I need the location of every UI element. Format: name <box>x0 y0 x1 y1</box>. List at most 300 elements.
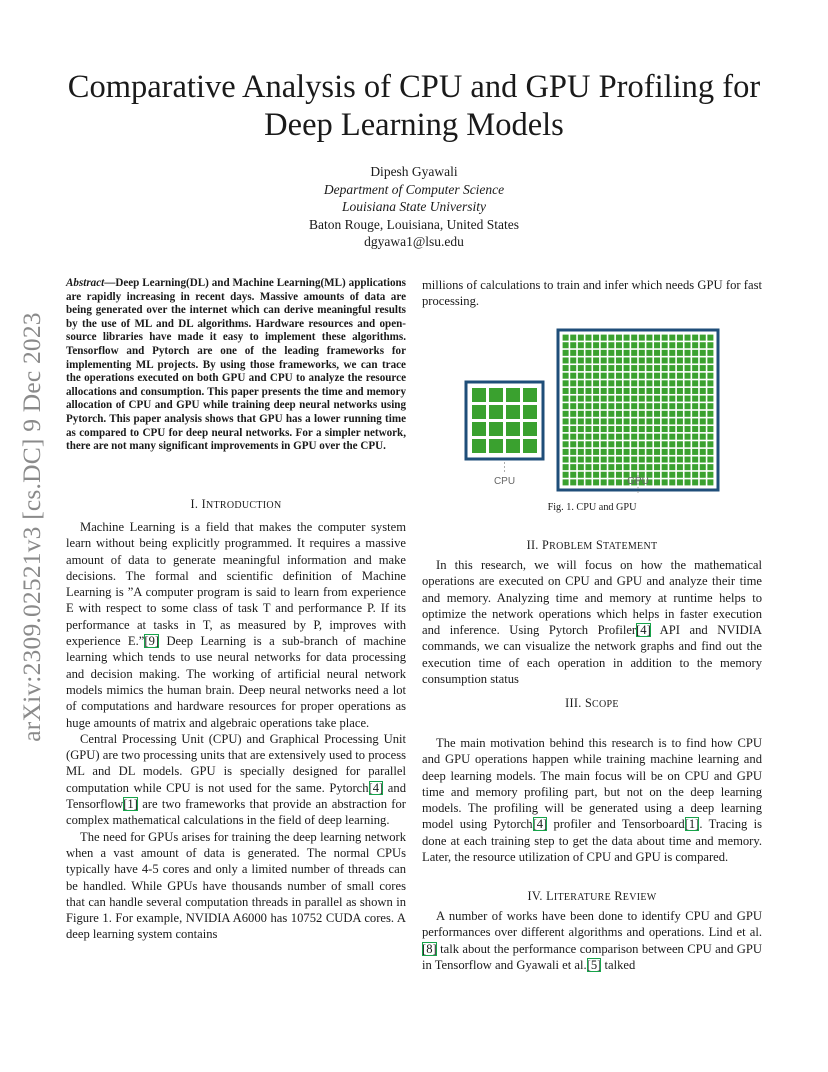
gpu-grid-core <box>624 342 630 348</box>
gpu-grid-core <box>662 357 668 363</box>
gpu-grid-core <box>646 380 652 386</box>
gpu-grid-core <box>624 434 630 440</box>
gpu-grid-core <box>616 434 622 440</box>
gpu-grid-core <box>608 411 614 417</box>
gpu-grid-core <box>608 342 614 348</box>
gpu-grid-core <box>662 380 668 386</box>
gpu-grid-core <box>578 411 584 417</box>
gpu-grid-core <box>593 335 599 341</box>
gpu-grid-core <box>646 426 652 432</box>
gpu-grid-core <box>578 388 584 394</box>
gpu-grid-core <box>593 365 599 371</box>
gpu-grid-core <box>601 365 607 371</box>
gpu-grid-core <box>593 373 599 379</box>
gpu-grid-core <box>631 411 637 417</box>
gpu-grid-core <box>662 449 668 455</box>
gpu-grid-core <box>669 342 675 348</box>
problem-heading: II. PROBLEM STATEMENT <box>526 538 658 552</box>
gpu-grid-core <box>677 350 683 356</box>
gpu-grid-core <box>692 373 698 379</box>
gpu-grid-core <box>624 357 630 363</box>
gpu-grid-core <box>631 396 637 402</box>
gpu-grid-core <box>578 365 584 371</box>
gpu-grid-core <box>707 457 713 463</box>
gpu-grid-core <box>631 434 637 440</box>
gpu-grid-core <box>563 464 569 470</box>
abstract <box>66 277 406 454</box>
gpu-grid-core <box>685 472 691 478</box>
gpu-grid-core <box>654 365 660 371</box>
lit-body <box>422 908 762 973</box>
gpu-grid-core <box>700 373 706 379</box>
gpu-grid-core <box>654 403 660 409</box>
intro-paragraph-2: Central Processing Unit (CPU) and Graphical Processing Unit (GPU) are two processing units that are extensively used to process ML and DL models. GPU is specially designed for parallel computation while CPU is not used for the same. Pytorch[4] and Tensorflow[1] are two frameworks that provide an abstraction for complex mathematical calculations in the field of deep learning. <box>66 731 406 828</box>
gpu-grid-core <box>677 464 683 470</box>
gpu-grid-core <box>624 449 630 455</box>
gpu-grid-core <box>646 457 652 463</box>
citation-link[interactable]: [4] <box>368 780 384 795</box>
citation-link[interactable]: [4] <box>532 817 548 832</box>
gpu-grid-core <box>639 380 645 386</box>
gpu-grid-core <box>707 472 713 478</box>
gpu-grid-core <box>677 403 683 409</box>
gpu-grid-core <box>707 434 713 440</box>
gpu-grid-core <box>662 457 668 463</box>
gpu-grid-core <box>677 365 683 371</box>
gpu-grid-core <box>593 357 599 363</box>
cpu-grid-core <box>506 388 520 402</box>
gpu-grid-core <box>608 388 614 394</box>
gpu-grid-core <box>662 396 668 402</box>
gpu-grid-core <box>707 418 713 424</box>
gpu-grid-core <box>669 403 675 409</box>
gpu-grid-core <box>593 403 599 409</box>
gpu-grid-core <box>585 418 591 424</box>
gpu-grid-core <box>685 457 691 463</box>
gpu-grid-core <box>669 357 675 363</box>
gpu-grid-core <box>616 388 622 394</box>
gpu-grid-core <box>700 418 706 424</box>
intro-continuation: millions of calculations to train and infer which needs GPU for fast processing. <box>422 278 762 309</box>
gpu-grid-core <box>692 449 698 455</box>
cpu-grid-core <box>523 439 537 453</box>
gpu-grid-core <box>654 472 660 478</box>
gpu-grid-core <box>585 342 591 348</box>
gpu-grid-core <box>692 434 698 440</box>
gpu-grid-core <box>669 396 675 402</box>
gpu-grid-core <box>585 472 591 478</box>
gpu-grid-core <box>608 479 614 485</box>
gpu-grid-core <box>677 418 683 424</box>
gpu-grid-core <box>608 380 614 386</box>
gpu-grid-core <box>563 342 569 348</box>
author-location: Baton Rouge, Louisiana, United States <box>309 216 519 232</box>
gpu-grid-core <box>631 464 637 470</box>
gpu-grid-core <box>707 441 713 447</box>
gpu-grid-core <box>570 396 576 402</box>
gpu-grid-core <box>631 457 637 463</box>
gpu-grid-core <box>593 426 599 432</box>
author-university: Louisiana State University <box>342 199 486 214</box>
gpu-grid-core <box>685 365 691 371</box>
gpu-grid-core <box>639 350 645 356</box>
citation-link[interactable]: [1] <box>684 817 700 832</box>
gpu-grid-core <box>563 411 569 417</box>
gpu-grid-core <box>677 380 683 386</box>
gpu-grid-core <box>685 426 691 432</box>
gpu-grid-core <box>616 418 622 424</box>
gpu-grid-core <box>624 418 630 424</box>
gpu-grid-core <box>608 418 614 424</box>
gpu-grid-core <box>616 472 622 478</box>
gpu-grid-core <box>700 479 706 485</box>
gpu-grid-core <box>639 411 645 417</box>
gpu-grid-core <box>624 335 630 341</box>
gpu-grid-core <box>700 464 706 470</box>
gpu-grid-core <box>639 396 645 402</box>
gpu-grid-core <box>631 418 637 424</box>
gpu-grid-core <box>639 418 645 424</box>
gpu-grid-core <box>593 411 599 417</box>
intro-first: I <box>201 497 206 511</box>
gpu-grid-core <box>639 388 645 394</box>
gpu-grid-core <box>593 479 599 485</box>
gpu-grid-core <box>593 396 599 402</box>
gpu-grid-core <box>616 411 622 417</box>
gpu-grid-core <box>593 350 599 356</box>
author-email: dgyawa1@lsu.edu <box>364 234 464 249</box>
intro-paragraph-3: The need for GPUs arises for training the deep learning network when a vast amount of data is generated. The normal CPUs typically have 4-5 cores and only a limited number of threads can be handled. While GPUs have thousands number of small cores that can handle several computation threads in parallel as shown in Figure 1. For example, NVIDIA A6000 has 10752 CUDA cores. A deep learning system contains <box>66 829 406 942</box>
gpu-grid-core <box>669 350 675 356</box>
gpu-grid-core <box>700 380 706 386</box>
gpu-grid-core <box>685 449 691 455</box>
gpu-grid-core <box>585 396 591 402</box>
gpu-grid-core <box>639 464 645 470</box>
gpu-grid-core <box>662 411 668 417</box>
gpu-grid-core <box>631 365 637 371</box>
intro-paragraph-1: Machine Learning is a field that makes the computer system learn without being explicitly programmed. It requires a massive amount of data to generate meaningful information and make decisions. The formal and scientific definition of Machine Learning is ”A computer program is said to learn from experience E with respect to some class of task T and performance P. If its performance at tasks in T, as measured by P, improves with experience E.”[9] Deep Learning is a sub-branch of machine learning which tends to use neural networks for data processing and decision making. The working of artificial neural network models mimics the human brain. Deep neural networks need a lot of computations and hardware resources for proper operations as huge amounts of matrix and algebraic operations take place. <box>66 520 406 730</box>
cpu-grid-core <box>489 422 503 436</box>
citation-link[interactable]: [9] <box>144 634 160 649</box>
gpu-grid-core <box>700 457 706 463</box>
gpu-grid-core <box>692 335 698 341</box>
gpu-grid-core <box>654 457 660 463</box>
gpu-grid-core <box>601 464 607 470</box>
gpu-grid-core <box>639 449 645 455</box>
gpu-grid-core <box>662 403 668 409</box>
gpu-grid-core <box>631 335 637 341</box>
gpu-grid-core <box>578 426 584 432</box>
cpu-grid-core <box>489 388 503 402</box>
gpu-grid-core <box>639 441 645 447</box>
gpu-grid-core <box>677 457 683 463</box>
gpu-grid-core <box>707 411 713 417</box>
gpu-grid-core <box>669 380 675 386</box>
gpu-grid-core <box>692 472 698 478</box>
gpu-grid-core <box>585 357 591 363</box>
gpu-grid-core <box>578 396 584 402</box>
gpu-grid-core <box>700 472 706 478</box>
gpu-grid-core <box>563 457 569 463</box>
gpu-grid-core <box>616 350 622 356</box>
gpu-grid-core <box>608 350 614 356</box>
gpu-grid-core <box>662 373 668 379</box>
gpu-grid-core <box>616 441 622 447</box>
gpu-grid-core <box>646 403 652 409</box>
gpu-grid-core <box>563 388 569 394</box>
gpu-grid-core <box>669 457 675 463</box>
gpu-grid-core <box>646 350 652 356</box>
gpu-grid-core <box>601 472 607 478</box>
gpu-grid-core <box>631 350 637 356</box>
gpu-grid-core <box>570 373 576 379</box>
gpu-grid-core <box>563 380 569 386</box>
gpu-grid-core <box>570 365 576 371</box>
gpu-grid-core <box>700 403 706 409</box>
gpu-grid-core <box>707 403 713 409</box>
gpu-grid-core <box>669 472 675 478</box>
gpu-grid-core <box>677 441 683 447</box>
gpu-grid-core <box>700 434 706 440</box>
gpu-grid-core <box>563 472 569 478</box>
gpu-grid-core <box>685 464 691 470</box>
cpu-grid-core <box>489 405 503 419</box>
gpu-grid-core <box>570 350 576 356</box>
gpu-grid-core <box>654 388 660 394</box>
gpu-grid-core <box>601 434 607 440</box>
gpu-grid-core <box>639 434 645 440</box>
gpu-grid-core <box>570 464 576 470</box>
gpu-grid-core <box>677 342 683 348</box>
gpu-grid-core <box>563 426 569 432</box>
gpu-grid-core <box>707 396 713 402</box>
gpu-grid-core <box>685 441 691 447</box>
gpu-grid-core <box>631 426 637 432</box>
gpu-grid-core <box>585 373 591 379</box>
gpu-grid-core <box>669 441 675 447</box>
gpu-grid-core <box>707 464 713 470</box>
gpu-grid-core <box>654 464 660 470</box>
gpu-grid-core <box>700 411 706 417</box>
paper-title: Comparative Analysis of CPU and GPU Profiling for Deep Learning Models <box>67 69 761 143</box>
gpu-grid-core <box>631 403 637 409</box>
gpu-grid-core <box>563 357 569 363</box>
gpu-grid-core <box>662 350 668 356</box>
scope-body <box>422 735 762 865</box>
gpu-grid-core <box>639 403 645 409</box>
gpu-grid-core <box>685 380 691 386</box>
gpu-grid-core <box>578 441 584 447</box>
gpu-grid-core <box>707 365 713 371</box>
gpu-grid-core <box>646 441 652 447</box>
gpu-grid-core <box>707 373 713 379</box>
gpu-grid-core <box>608 449 614 455</box>
gpu-grid-core <box>570 357 576 363</box>
gpu-grid-core <box>601 335 607 341</box>
gpu-grid-core <box>593 434 599 440</box>
gpu-grid-core <box>563 479 569 485</box>
gpu-grid-core <box>570 434 576 440</box>
gpu-grid-core <box>700 441 706 447</box>
citation-link[interactable]: [1] <box>123 797 138 812</box>
gpu-grid-core <box>662 464 668 470</box>
citation-link[interactable]: [4] <box>636 623 651 638</box>
gpu-grid-core <box>677 396 683 402</box>
gpu-grid-core <box>608 464 614 470</box>
gpu-grid-core <box>601 411 607 417</box>
gpu-grid-core <box>646 365 652 371</box>
gpu-grid-core <box>646 342 652 348</box>
gpu-grid-core <box>654 418 660 424</box>
gpu-grid-core <box>608 426 614 432</box>
gpu-grid-core <box>563 441 569 447</box>
cpu-grid-core <box>506 422 520 436</box>
gpu-grid-core <box>624 380 630 386</box>
cpu-label: CPU <box>493 476 516 487</box>
gpu-grid-core <box>669 335 675 341</box>
citation-link[interactable]: [5] <box>586 957 602 972</box>
gpu-grid-core <box>685 335 691 341</box>
cpu-grid-core <box>506 405 520 419</box>
gpu-grid-core <box>700 396 706 402</box>
cpu-grid-core <box>506 439 520 453</box>
gpu-grid-core <box>654 342 660 348</box>
gpu-grid-core <box>570 472 576 478</box>
gpu-grid-core <box>570 457 576 463</box>
gpu-grid-core <box>563 403 569 409</box>
gpu-grid-core <box>585 365 591 371</box>
gpu-grid-core <box>578 403 584 409</box>
cpu-gpu-figure <box>422 322 762 497</box>
gpu-grid-core <box>624 441 630 447</box>
gpu-grid-core <box>685 373 691 379</box>
gpu-grid-core <box>685 396 691 402</box>
gpu-grid-core <box>608 441 614 447</box>
gpu-grid-core <box>608 472 614 478</box>
gpu-grid-core <box>685 434 691 440</box>
gpu-grid-core <box>692 464 698 470</box>
gpu-grid-core <box>608 373 614 379</box>
gpu-grid-core <box>624 388 630 394</box>
gpu-grid-core <box>646 449 652 455</box>
gpu-grid-core <box>585 441 591 447</box>
gpu-grid-core <box>692 479 698 485</box>
gpu-grid-core <box>639 373 645 379</box>
gpu-grid-core <box>677 426 683 432</box>
gpu-grid-core <box>578 457 584 463</box>
gpu-grid-core <box>616 426 622 432</box>
gpu-grid-core <box>654 441 660 447</box>
gpu-grid-core <box>616 373 622 379</box>
gpu-grid-core <box>707 335 713 341</box>
gpu-grid-core <box>563 373 569 379</box>
gpu-grid-core <box>692 342 698 348</box>
gpu-grid-core <box>570 342 576 348</box>
gpu-grid-core <box>570 411 576 417</box>
gpu-grid-core <box>700 449 706 455</box>
gpu-grid-core <box>616 457 622 463</box>
gpu-grid-core <box>677 479 683 485</box>
gpu-grid-core <box>608 396 614 402</box>
gpu-grid-core <box>563 418 569 424</box>
gpu-grid-core <box>616 342 622 348</box>
intro-num: I. <box>190 497 199 511</box>
gpu-grid-core <box>585 434 591 440</box>
gpu-grid-core <box>570 403 576 409</box>
gpu-grid-core <box>646 335 652 341</box>
gpu-grid-core <box>654 479 660 485</box>
gpu-grid-core <box>585 426 591 432</box>
problem-body <box>422 557 762 687</box>
gpu-grid-core <box>563 449 569 455</box>
gpu-grid-core <box>570 380 576 386</box>
intro-rest: NTRODUCTION <box>205 500 282 511</box>
gpu-grid-core <box>662 418 668 424</box>
gpu-grid-core <box>677 388 683 394</box>
gpu-grid-core <box>563 335 569 341</box>
gpu-grid-core <box>639 457 645 463</box>
gpu-grid-core <box>646 418 652 424</box>
gpu-grid-core <box>685 418 691 424</box>
gpu-grid-core <box>570 418 576 424</box>
gpu-label: GPU <box>627 476 649 487</box>
gpu-grid-core <box>624 403 630 409</box>
gpu-grid-core <box>616 464 622 470</box>
gpu-grid-core <box>608 335 614 341</box>
gpu-grid-core <box>624 365 630 371</box>
gpu-grid-core <box>593 441 599 447</box>
gpu-grid-core <box>593 464 599 470</box>
gpu-grid-core <box>601 449 607 455</box>
gpu-grid-core <box>601 388 607 394</box>
gpu-grid-core <box>578 479 584 485</box>
gpu-grid-core <box>646 396 652 402</box>
gpu-grid-core <box>677 449 683 455</box>
gpu-grid-core <box>654 335 660 341</box>
gpu-grid-core <box>669 464 675 470</box>
gpu-grid-core <box>692 411 698 417</box>
cpu-grid-core <box>523 405 537 419</box>
author-name: Dipesh Gyawali <box>370 164 458 179</box>
gpu-grid-core <box>662 441 668 447</box>
gpu-grid-core <box>677 472 683 478</box>
gpu-grid-core <box>692 396 698 402</box>
gpu-grid-core <box>585 449 591 455</box>
gpu-grid-core <box>585 411 591 417</box>
gpu-grid-core <box>578 342 584 348</box>
gpu-grid-core <box>616 357 622 363</box>
gpu-grid-core <box>578 449 584 455</box>
gpu-grid-core <box>616 479 622 485</box>
gpu-grid-core <box>662 434 668 440</box>
gpu-grid-core <box>563 350 569 356</box>
lit-paragraph: A number of works have been done to identify CPU and GPU performances over different algorithms and operations. Lind et al.[8] talk about the performance comparison between CPU and GPU in Tensorflow and Gyawali et al.[5] talked <box>422 909 762 972</box>
gpu-grid-core <box>707 380 713 386</box>
gpu-grid-core <box>624 426 630 432</box>
citation-link[interactable]: [8] <box>422 941 437 956</box>
gpu-grid-core <box>646 373 652 379</box>
gpu-grid-core <box>639 342 645 348</box>
gpu-grid-core <box>707 449 713 455</box>
lit-heading: IV. LITERATURE REVIEW <box>527 889 657 903</box>
gpu-grid-core <box>685 388 691 394</box>
gpu-grid-core <box>570 426 576 432</box>
gpu-grid-core <box>563 365 569 371</box>
intro-body <box>66 519 406 943</box>
gpu-grid-core <box>578 472 584 478</box>
gpu-grid-core <box>654 380 660 386</box>
gpu-grid-core <box>616 403 622 409</box>
